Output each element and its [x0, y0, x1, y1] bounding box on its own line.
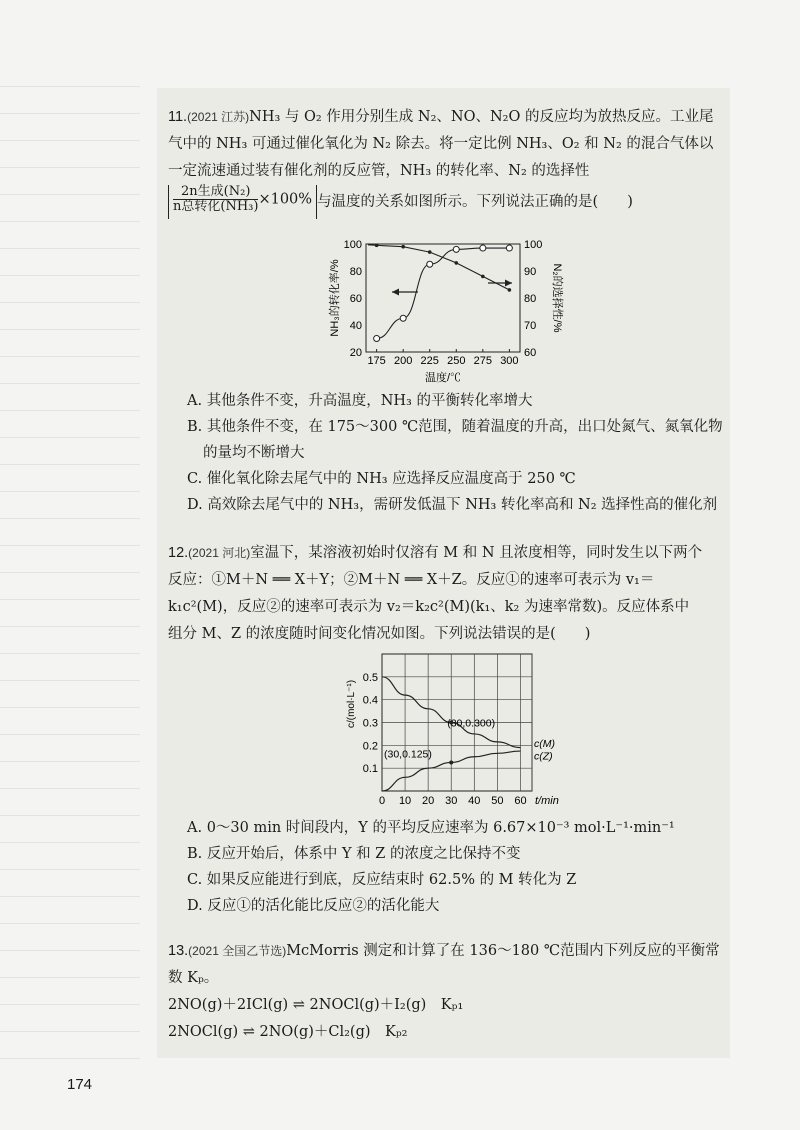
y2-tick-label: 90 [524, 266, 537, 278]
x-tick-label: 0 [378, 795, 386, 807]
x-tick-label: 225 [420, 355, 439, 367]
y2-tick-label: 100 [524, 239, 543, 251]
question-text: 室温下，某溶液初始时仅溶有 M 和 N 且浓度相等，同时发生以下两个 [250, 545, 703, 561]
y-tick-label: 40 [349, 320, 362, 332]
question-number: 11. [168, 109, 188, 125]
y-tick-label: 80 [349, 266, 362, 278]
y-tick-label: 100 [343, 239, 362, 251]
x-tick-label: 175 [367, 355, 386, 367]
question-11 [168, 104, 728, 219]
chart-nh3 [326, 234, 566, 384]
option-c: C. 催化氧化除去尾气中的 NH₃ 应选择反应温度高于 250 ℃ [187, 471, 576, 487]
data-point-nh3-conversion [506, 245, 512, 251]
data-point-nh3-conversion [480, 245, 486, 251]
option-b: B. 反应开始后，体系中 Y 和 Z 的浓度之比保持不变 [187, 846, 521, 862]
plot-frame [366, 244, 520, 352]
y-tick-label: 60 [349, 293, 362, 305]
question-text: 气中的 NH₃ 可通过催化氧化为 N₂ 除去。将一定比例 NH₃、O₂ 和 N₂ 的混合气体以 [168, 136, 714, 152]
question-source: (2021 江苏) [187, 110, 250, 124]
equation-1: 2NO(g)＋2ICl(g) ⇌ 2NOCl(g)＋I₂(g) Kₚ₁ [168, 997, 464, 1013]
y-tick-label: 0.4 [362, 694, 378, 707]
question-text: k₁c²(M)，反应②的速率可表示为 v₂＝k₂c²(M)(k₁、k₂ 为速率常数)。反应体系中 [168, 599, 690, 615]
formula-numerator: 2n生成(N₂) [173, 185, 258, 200]
notebook-lines [0, 60, 140, 1060]
arrow-head-left [392, 289, 399, 296]
question-source: (2021 全国乙节选) [188, 944, 287, 958]
x-tick-label: 50 [491, 795, 504, 807]
option-b-cont: 的量均不断增大 [203, 445, 305, 461]
x-tick-label: 30 [445, 795, 458, 807]
question-number: 13. [168, 943, 189, 959]
formula-tail: ×100% [258, 191, 313, 208]
x-axis-label: t/min [535, 795, 559, 807]
data-point-nh3-conversion [374, 336, 380, 342]
series-label-cm: c(M) [534, 738, 555, 751]
option-d: D. 反应①的活化能比反应②的活化能大 [187, 898, 440, 914]
question-text: 反应：①M＋N ══ X＋Y；②M＋N ══ X＋Z。反应①的速率可表示为 v₁＝ [168, 572, 655, 588]
data-point-n2-selectivity [454, 261, 458, 265]
x-tick-label: 40 [468, 795, 481, 807]
y-tick-label: 0.1 [362, 763, 378, 776]
y2-tick-label: 60 [524, 347, 537, 359]
x-tick-label: 200 [393, 355, 413, 367]
q11-options [187, 388, 732, 518]
x-tick-label: 275 [473, 355, 493, 367]
page-number: 174 [67, 1076, 93, 1093]
equation-2: 2NOCl(g) ⇌ 2NO(g)＋Cl₂(g) Kₚ₂ [168, 1024, 408, 1040]
question-text: 与温度的关系如图所示。下列说法正确的是( ) [317, 194, 633, 210]
arrow-head-right [505, 280, 512, 287]
question-text: NH₃ 与 O₂ 作用分别生成 N₂、NO、N₂O 的反应均为放热反应。工业尾 [249, 109, 714, 125]
chart-concentration [344, 648, 564, 810]
y-tick-label: 0.5 [362, 671, 378, 684]
data-point-n2-selectivity [508, 288, 512, 292]
y-tick-label: 0.3 [362, 717, 378, 730]
option-c: C. 如果反应能进行到底，反应结束时 62.5% 的 M 转化为 Z [187, 872, 577, 888]
question-12 [168, 540, 728, 648]
selectivity-formula [168, 185, 317, 219]
data-point-nh3-conversion [427, 261, 433, 267]
y-axis-label: c/(mol·L⁻¹) [346, 679, 357, 729]
data-point-n2-selectivity [375, 244, 379, 248]
y-tick-label: 20 [349, 347, 362, 359]
data-point-n2-selectivity [401, 245, 405, 249]
q12-options [187, 815, 732, 919]
question-text: McMorris 测定和计算了在 136～180 ℃范围内下列反应的平衡常 [286, 943, 720, 959]
question-text: 数 Kₚ。 [168, 970, 219, 986]
x-axis-label: 温度/℃ [424, 372, 462, 384]
data-point-n2-selectivity [428, 250, 432, 254]
question-source: (2021 河北) [188, 546, 251, 560]
annotation-cm: (30,0.300) [447, 717, 496, 730]
series-label-cz: c(Z) [534, 750, 553, 763]
formula-denominator: n总转化(NH₃) [173, 199, 259, 214]
x-tick-label: 300 [500, 355, 519, 367]
option-d: D. 高效除去尾气中的 NH₃，需研发低温下 NH₃ 转化率高和 N₂ 选择性高的催化剂 [187, 497, 718, 513]
x-tick-label: 10 [398, 795, 412, 807]
question-number: 12. [168, 545, 189, 561]
question-text: 一定流速通过装有催化剂的反应管，NH₃ 的转化率、N₂ 的选择性 [168, 163, 590, 179]
option-b: B. 其他条件不变，在 175～300 ℃范围，随着温度的升高，出口处氮气、氮氧化物 [187, 419, 723, 435]
data-point-nh3-conversion [453, 246, 459, 252]
question-13 [168, 938, 728, 1046]
y-axis-label: NH₃的转化率/% [329, 259, 341, 337]
y2-axis-label: N₂的选择性/% [551, 263, 563, 333]
y-tick-label: 0.2 [362, 740, 378, 753]
annotation-cz: (30,0.125) [384, 748, 432, 761]
data-point-cz-30 [449, 760, 453, 764]
x-tick-label: 250 [447, 355, 466, 367]
y2-tick-label: 80 [524, 293, 537, 305]
option-a: A. 其他条件不变，升高温度，NH₃ 的平衡转化率增大 [187, 393, 533, 409]
y2-tick-label: 70 [524, 320, 537, 332]
question-text: 组分 M、Z 的浓度随时间变化情况如图。下列说法错误的是( ) [168, 626, 591, 642]
x-tick-label: 20 [422, 795, 435, 807]
data-point-n2-selectivity [481, 275, 485, 279]
option-a: A. 0～30 min 时间段内，Y 的平均反应速率为 6.67×10⁻³ mol·L⁻¹·min⁻¹ [187, 820, 675, 836]
data-point-nh3-conversion [400, 315, 406, 321]
x-tick-label: 60 [514, 795, 527, 807]
